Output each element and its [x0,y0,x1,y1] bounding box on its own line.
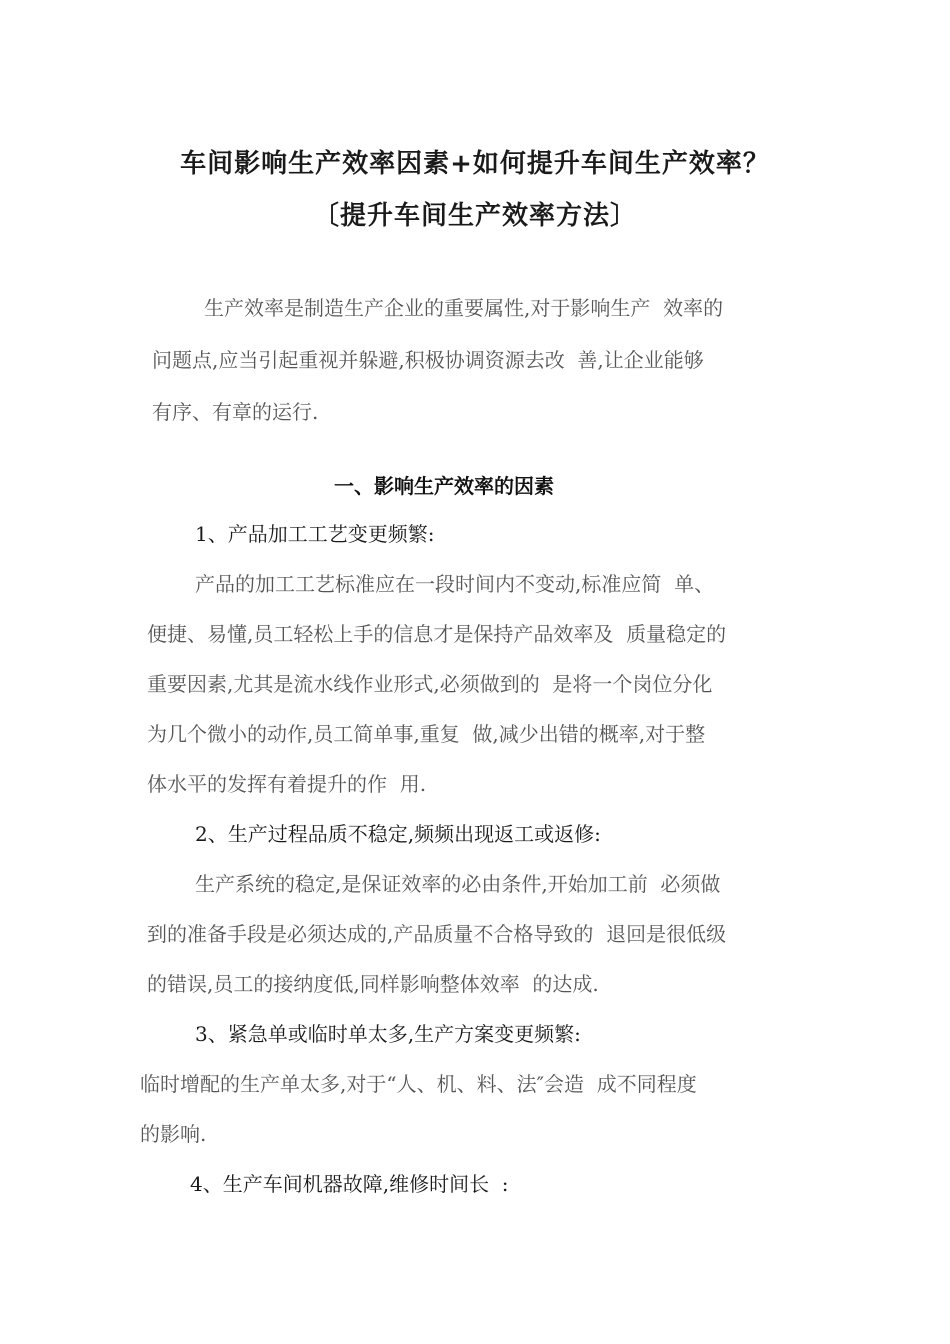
section-heading: 一、影响生产效率的因素 [334,474,554,498]
item-3-heading: 3、紧急单或临时单太多,生产方案变更频繁: [195,1022,581,1046]
item-1-line-3: 重要因素,尤其是流水线作业形式,必须做到的 是将一个岗位分化 [147,672,713,696]
item-1-line-2: 便捷、易懂,员工轻松上手的信息才是保持产品效率及 质量稳定的 [147,622,727,646]
item-3-line-1: 临时增配的生产单太多,对于“人、机、料、法″会造 成不同程度 [140,1072,697,1096]
intro-line-2: 问题点,应当引起重视并躲避,积极协调资源去改 善,让企业能够 [152,348,704,372]
item-1-line-4: 为几个微小的动作,员工简单事,重复 做,减少出错的概率,对于整 [147,722,706,746]
item-2-heading: 2、生产过程品质不稳定,频频出现返工或返修: [195,822,601,846]
intro-line-1: 生产效率是制造生产企业的重要属性,对于影响生产 效率的 [204,296,724,320]
item-1-heading: 1、产品加工工艺变更频繁: [195,522,435,546]
document-title-line-2: 〔提升车间生产效率方法〕 [312,201,637,231]
item-4-heading: 4、生产车间机器故障,维修时间长 : [190,1172,509,1196]
item-1-line-5: 体水平的发挥有着提升的作 用. [147,772,427,796]
item-1-line-1: 产品的加工工艺标准应在一段时间内不变动,标准应简 单、 [195,572,715,596]
item-2-line-1: 生产系统的稳定,是保证效率的必由条件,开始加工前 必须做 [195,872,721,896]
item-2-line-3: 的错误,员工的接纳度低,同样影响整体效率 的达成. [147,972,599,996]
document-title-line-1: 车间影响生产效率因素+如何提升车间生产效率？ [180,149,770,179]
item-3-line-2: 的影响. [140,1122,207,1146]
intro-line-3: 有序、有章的运行. [152,400,319,424]
item-2-line-2: 到的准备手段是必须达成的,产品质量不合格导致的 退回是很低级 [147,922,727,946]
